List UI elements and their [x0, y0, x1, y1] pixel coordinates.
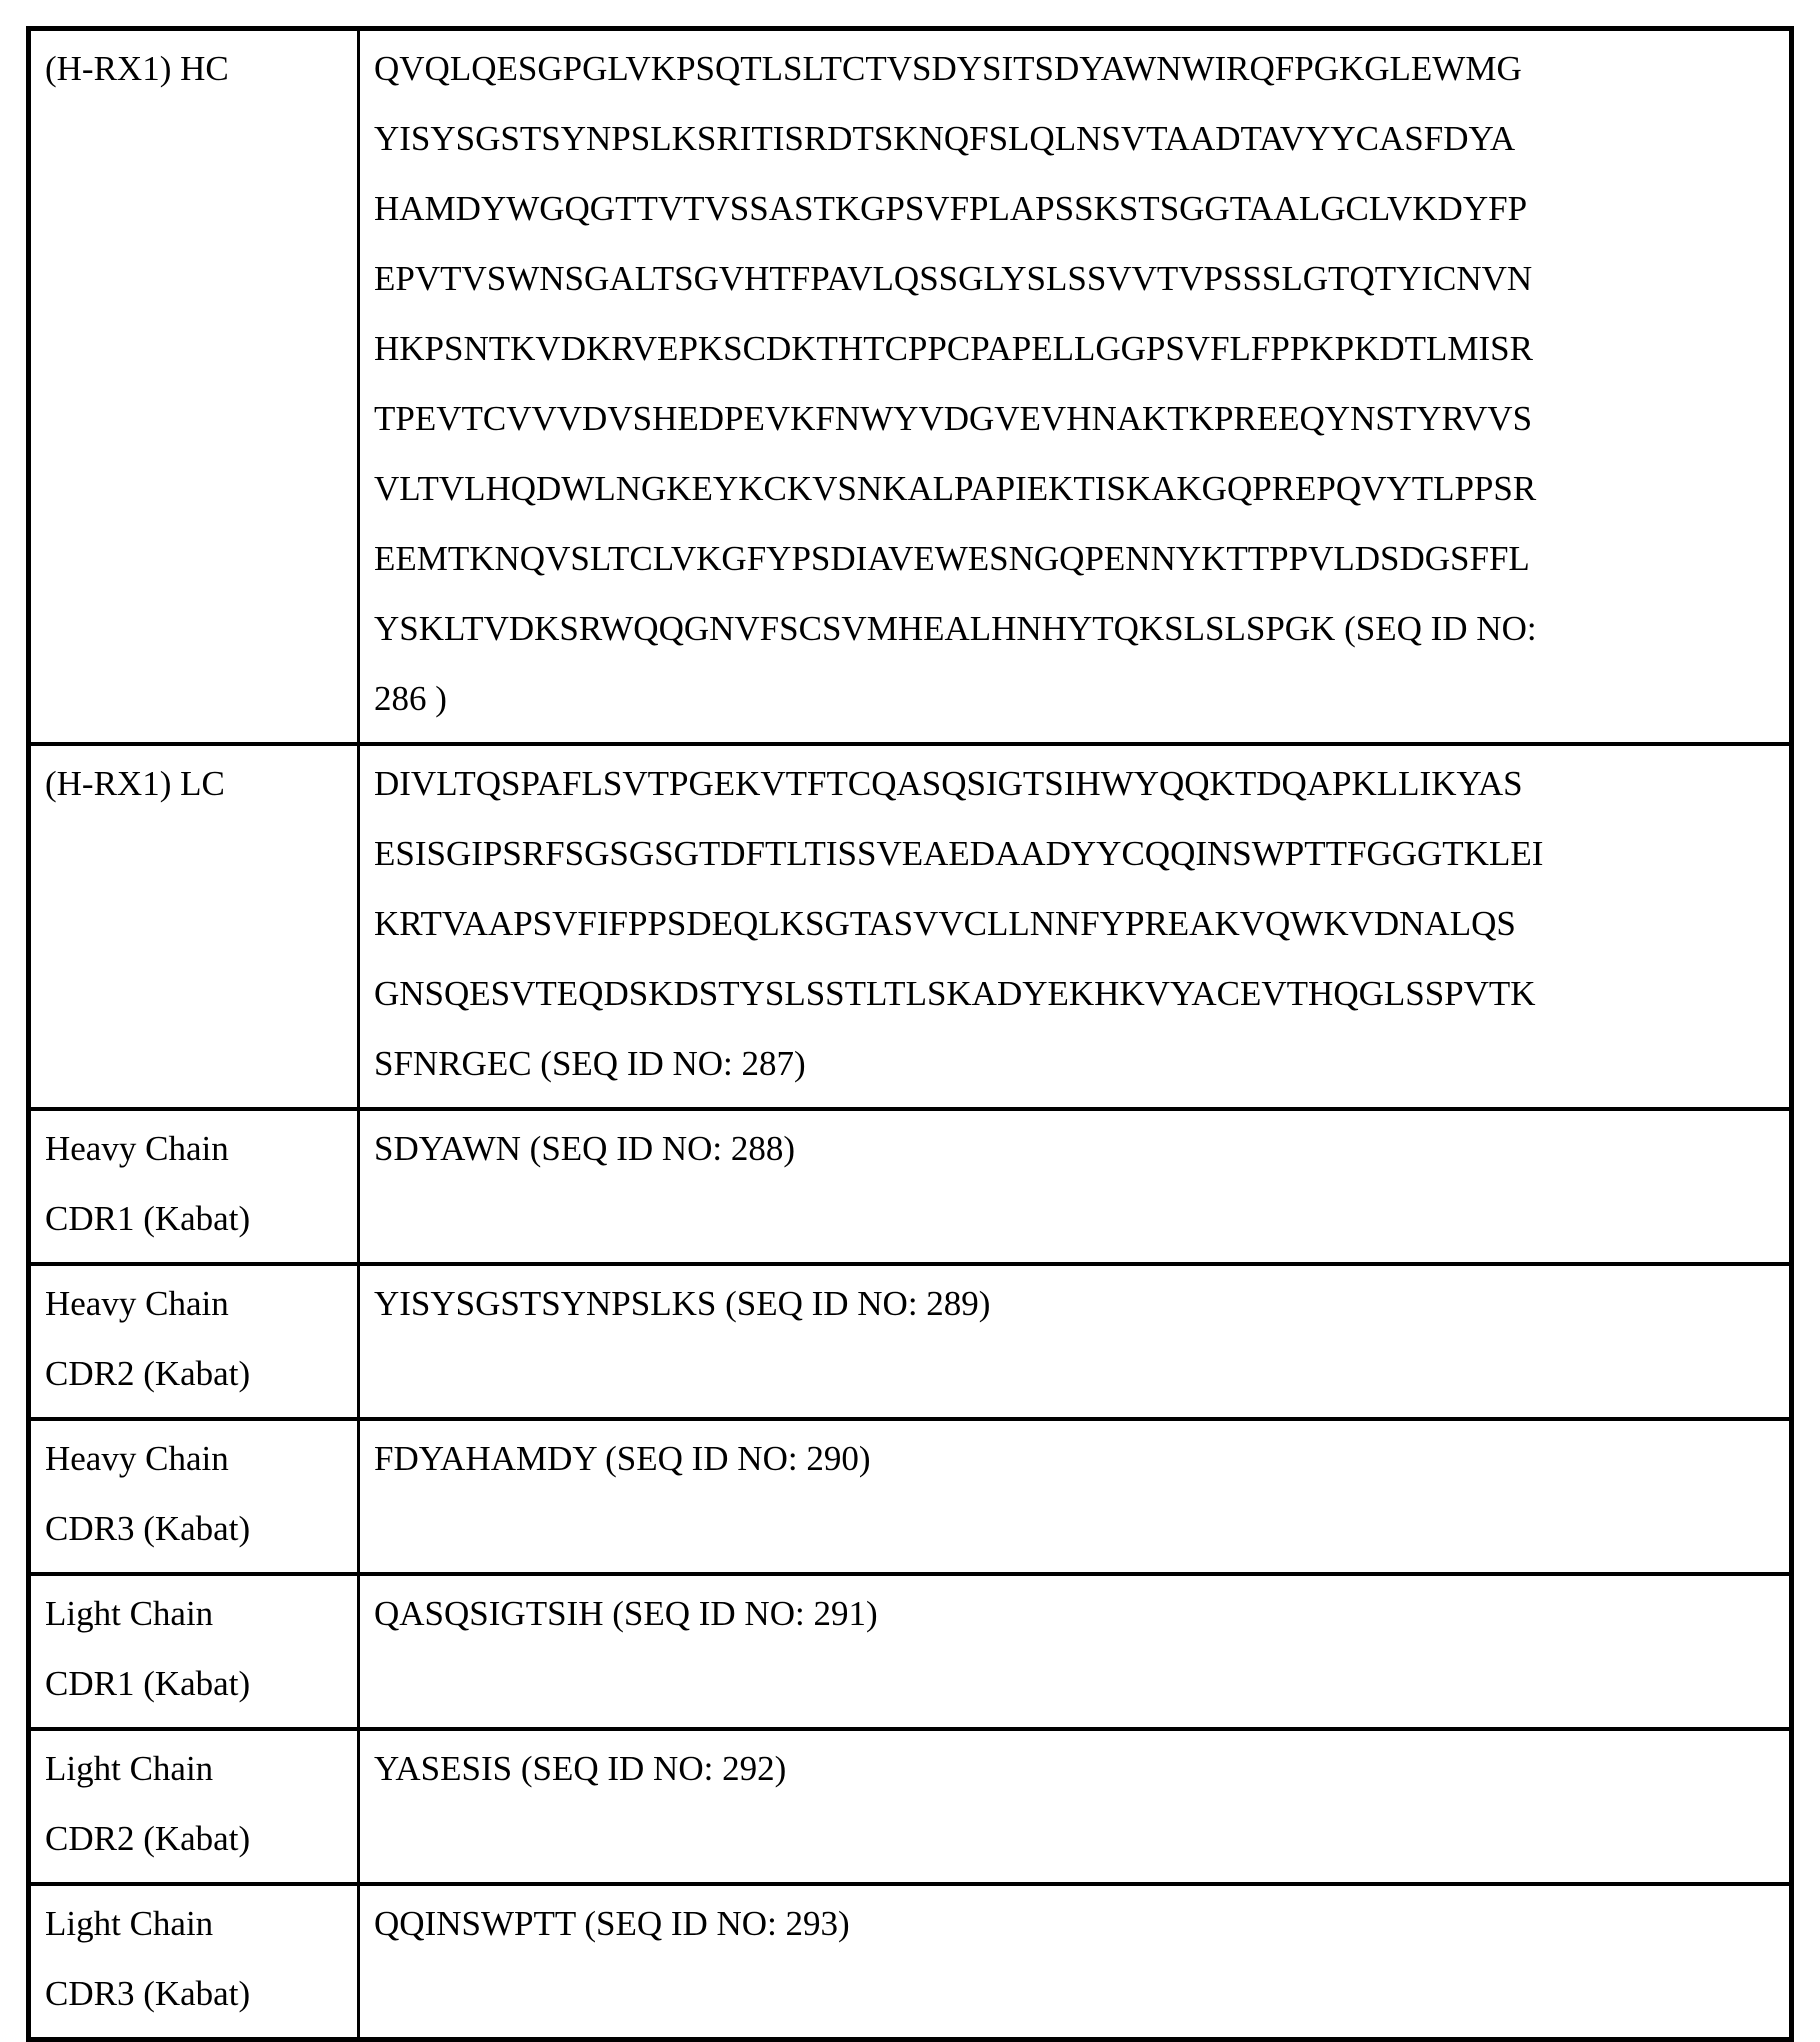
- table-row: [29, 1419, 1792, 1574]
- table-row: [29, 1729, 1792, 1884]
- row-sequence: QQINSWPTT (SEQ ID NO: 293): [359, 1884, 1792, 2040]
- table-row: [29, 29, 1792, 745]
- row-sequence: QASQSIGTSIH (SEQ ID NO: 291): [359, 1574, 1792, 1729]
- sequence-table: [26, 26, 1794, 2042]
- row-label: (H-RX1) LC: [29, 744, 359, 1109]
- table-row: [29, 1574, 1792, 1729]
- table-row: [29, 1884, 1792, 2040]
- row-label: Heavy Chain CDR3 (Kabat): [29, 1419, 359, 1574]
- table-row: [29, 1264, 1792, 1419]
- row-label: Heavy Chain CDR2 (Kabat): [29, 1264, 359, 1419]
- row-sequence: SDYAWN (SEQ ID NO: 288): [359, 1109, 1792, 1264]
- row-sequence: QVQLQESGPGLVKPSQTLSLTCTVSDYSITSDYAWNWIRQFPGKGLEWMG YISYSGSTSYNPSLKSRITISRDTSKNQFSLQLNSVTAADTAVYYCASFDYA HAMDYWGQGTTVTVSSASTKGPSVFPLAPSSKSTSGGTAALGCLVKDYFP EPVTVSWNSGALTSGVHTFPAVLQSSGLYSLSSVVTVPSSSLGTQTYICNVN HKPSNTKVDKRVEPKSCDKTHTCPPCPAPELLGGPSVFLFPPKPKDTLMISR TPEVTCVVVDVSHEDPEVKFNWYVDGVEVHNAKTKPREEQYNSTYRVVS VLTVLHQDWLNGKEYKCKVSNKALPAPIEKTISKAKGQPREPQVYTLPPSR EEMTKNQVSLTCLVKGFYPSDIAVEWESNGQPENNYKTTPPVLDSDGSFFL YSKLTVDKSRWQQGNVFSCSVMHEALHNHYTQKSLSLSPGK (SEQ ID NO: 286 ): [359, 29, 1792, 745]
- row-sequence: DIVLTQSPAFLSVTPGEKVTFTCQASQSIGTSIHWYQQKTDQAPKLLIKYAS ESISGIPSRFSGSGSGTDFTLTISSVEAEDAADYYCQQINSWPTTFGGGTKLEI KRTVAAPSVFIFPPSDEQLKSGTASVVCLLNNFYPREAKVQWKVDNALQS GNSQESVTEQDSKDSTYSLSSTLTLSKADYEKHKVYACEVTHQGLSSPVTK SFNRGEC (SEQ ID NO: 287): [359, 744, 1792, 1109]
- row-sequence: FDYAHAMDY (SEQ ID NO: 290): [359, 1419, 1792, 1574]
- table-row: [29, 744, 1792, 1109]
- row-sequence: YISYSGSTSYNPSLKS (SEQ ID NO: 289): [359, 1264, 1792, 1419]
- row-label: Light Chain CDR2 (Kabat): [29, 1729, 359, 1884]
- row-label: Light Chain CDR3 (Kabat): [29, 1884, 359, 2040]
- row-label: (H-RX1) HC: [29, 29, 359, 745]
- row-label: Heavy Chain CDR1 (Kabat): [29, 1109, 359, 1264]
- table-row: [29, 1109, 1792, 1264]
- sequence-table-body: [29, 29, 1792, 2040]
- row-sequence: YASESIS (SEQ ID NO: 292): [359, 1729, 1792, 1884]
- row-label: Light Chain CDR1 (Kabat): [29, 1574, 359, 1729]
